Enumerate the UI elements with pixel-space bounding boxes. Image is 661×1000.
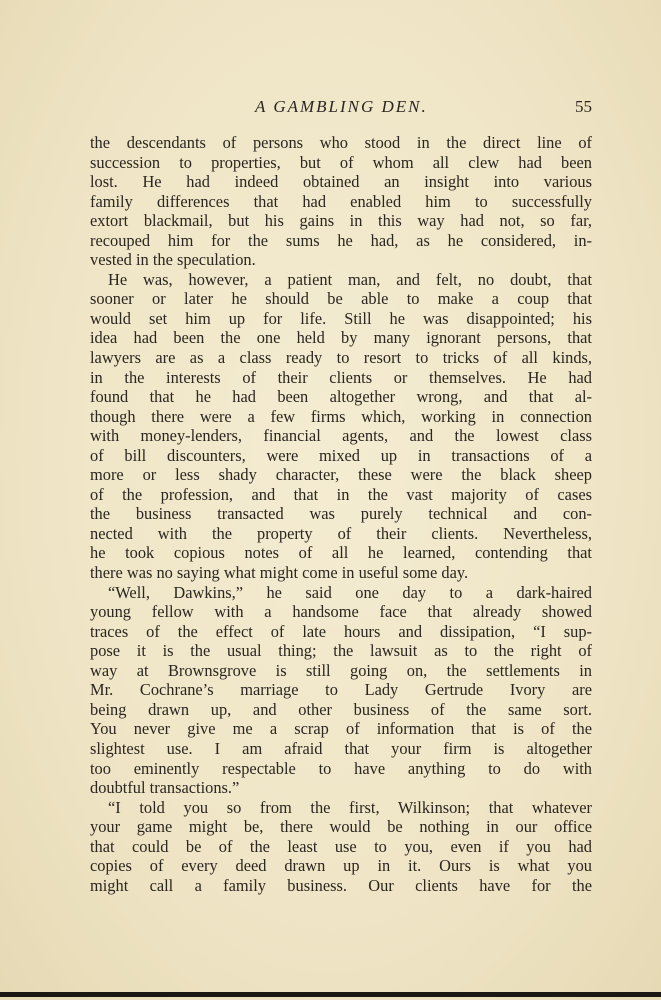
text-line: recouped him for the sums he had, as he considered, in- bbox=[90, 230, 592, 250]
text-line: found that he had been altogether wrong, and that al- bbox=[90, 387, 592, 407]
text-line: young fellow with a handsome face that already showed bbox=[90, 602, 592, 622]
text-line: “I told you so from the first, Wilkinson; that whatever bbox=[108, 797, 592, 817]
running-title: A GAMBLING DEN. bbox=[255, 97, 428, 116]
text-line: that could be of the least use to you, even if you had bbox=[90, 836, 592, 856]
text-line: though there were a few firms which, working in connection bbox=[90, 406, 592, 426]
text-line: lost. He had indeed obtained an insight into various bbox=[90, 172, 592, 192]
text-line: copies of every deed drawn up in it. Ours is what you bbox=[90, 856, 592, 876]
text-line: doubtful transactions.” bbox=[90, 778, 240, 798]
text-line: “Well, Dawkins,” he said one day to a dark-haired bbox=[108, 582, 592, 602]
text-line: more or less shady character, these were the black sheep bbox=[90, 465, 592, 485]
text-line: being drawn up, and other business of the same sort. bbox=[90, 699, 592, 719]
text-line: pose it is the usual thing; the lawsuit as to the right of bbox=[90, 641, 592, 661]
text-line: too eminently respectable to have anything to do with bbox=[90, 758, 592, 778]
text-line: succession to properties, but of whom all clew had been bbox=[90, 152, 592, 172]
text-line: extort blackmail, but his gains in this way had not, so far, bbox=[90, 211, 592, 231]
text-line: he took copious notes of all he learned, contending that bbox=[90, 543, 592, 563]
bottom-edge-rule bbox=[0, 992, 661, 997]
text-line: the descendants of persons who stood in the direct line of bbox=[90, 133, 592, 152]
text-line: would set him up for life. Still he was disappointed; his bbox=[90, 308, 592, 328]
text-line: He was, however, a patient man, and felt, no doubt, that bbox=[108, 269, 592, 289]
page-number: 55 bbox=[575, 97, 592, 116]
text-line: lawyers are as a class ready to resort to tricks of all kinds, bbox=[90, 348, 592, 368]
text-line: traces of the effect of late hours and dissipation, “I sup- bbox=[90, 621, 592, 641]
text-line: You never give me a scrap of information that is of the bbox=[90, 719, 592, 739]
text-line: the business transacted was purely technical and con- bbox=[90, 504, 592, 524]
text-line: way at Brownsgrove is still going on, the settlements in bbox=[90, 660, 592, 680]
text-line: your game might be, there would be nothing in our office bbox=[90, 817, 592, 837]
text-line: might call a family business. Our clients have for the bbox=[90, 875, 592, 895]
text-line: of bill discounters, were mixed up in transactions of a bbox=[90, 445, 592, 465]
text-line: vested in the speculation. bbox=[90, 250, 256, 270]
text-line: slightest use. I am afraid that your firm is altogether bbox=[90, 738, 592, 758]
text-line: idea had been the one held by many ignorant persons, that bbox=[90, 328, 592, 348]
text-line: in the interests of their clients or themselves. He had bbox=[90, 367, 592, 387]
text-line: sooner or later he should be able to make a coup that bbox=[90, 289, 592, 309]
body-text bbox=[90, 133, 592, 895]
text-line: there was no saying what might come in useful some day. bbox=[90, 563, 469, 583]
page-header bbox=[90, 97, 592, 121]
text-line: nected with the property of their clients. Nevertheless, bbox=[90, 523, 592, 543]
text-line: Mr. Cochrane’s marriage to Lady Gertrude Ivory are bbox=[90, 680, 592, 700]
text-line: of the profession, and that in the vast majority of cases bbox=[90, 484, 592, 504]
text-line: with money-lenders, financial agents, and the lowest class bbox=[90, 426, 592, 446]
text-line: family differences that had enabled him to successfully bbox=[90, 191, 592, 211]
